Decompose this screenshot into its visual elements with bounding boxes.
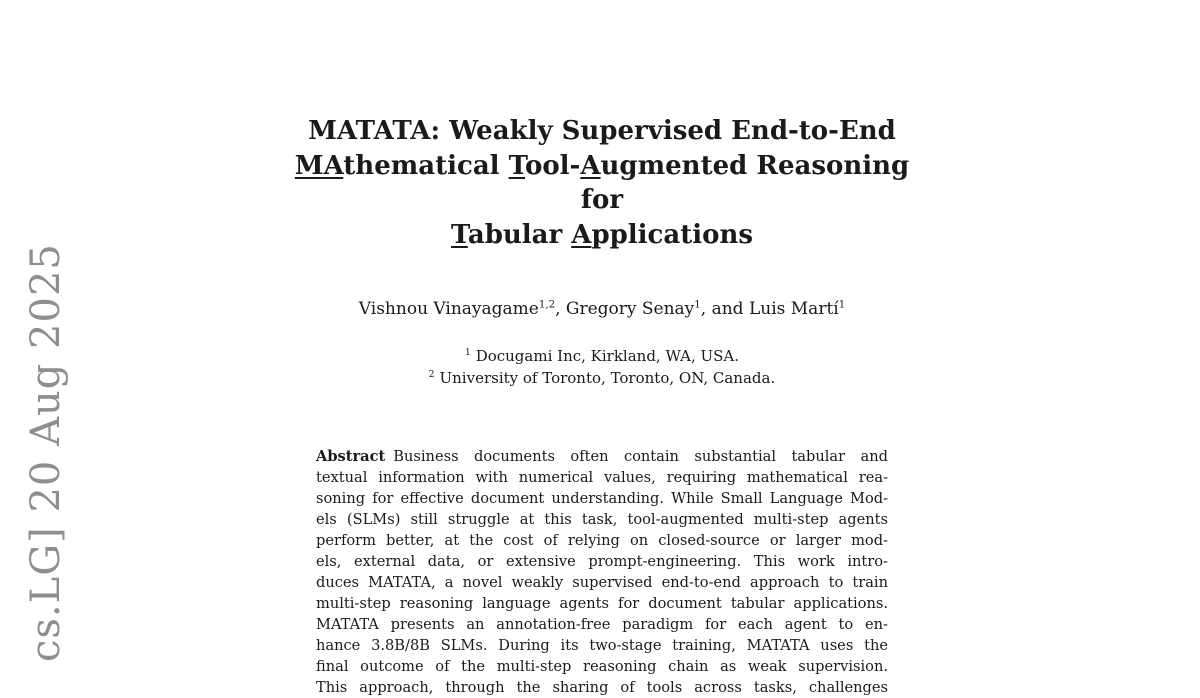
abstract-line: final outcome of the multi-step reasoning chain as weak supervision. xyxy=(316,658,888,675)
abstract-partial-line: This approach, through the sharing of tools across tasks, challenges xyxy=(316,679,888,696)
title-line-1-text: MATATA: Weakly Supervised End-to-End xyxy=(308,116,896,146)
abstract-line: soning for effective document understanding. While Small Language Mod- xyxy=(316,490,888,507)
title-underlined-T: T xyxy=(508,150,525,181)
arxiv-stamp: cs.LG] 20 Aug 2025 xyxy=(23,243,69,662)
abstract-line-first xyxy=(316,446,888,467)
title-underlined-A2: A xyxy=(571,219,592,250)
abstract-line: perform better, at the cost of relying on closed-source or larger mod- xyxy=(316,532,888,549)
affiliations-block xyxy=(270,345,934,389)
abstract-block xyxy=(316,446,888,698)
abstract-line: MATATA presents an annotation-free paradigm for each agent to en- xyxy=(316,616,888,633)
title-line-2-text-a: thematical xyxy=(343,150,509,181)
author-superscript-2: 1 xyxy=(694,299,701,311)
abstract-line: hance 3.8B/8B SLMs. During its two-stage training, MATATA uses the xyxy=(316,637,888,654)
abstract-line: duces MATATA, a novel weakly supervised end-to-end approach to train xyxy=(316,574,888,591)
affiliation-line-2 xyxy=(270,367,934,389)
author-name-2: Gregory Senay xyxy=(565,299,695,319)
title-line-3-text-a: abular xyxy=(467,219,572,250)
abstract-label: Abstract xyxy=(316,448,386,465)
author-superscript-1: 1,2 xyxy=(538,299,556,311)
affiliation-superscript-1: 1 xyxy=(464,348,471,358)
abstract-line: els (SLMs) still struggle at this task, tool-augmented multi-step agents xyxy=(316,511,888,528)
title-line-2-text-c: ugmented Reasoning for xyxy=(580,150,910,215)
title-underlined-A: A xyxy=(580,150,601,181)
affiliation-superscript-2: 2 xyxy=(428,370,435,380)
paper-title xyxy=(270,114,934,252)
title-underlined-MA: MA xyxy=(294,150,344,181)
title-line-1 xyxy=(270,114,934,149)
paper-content-column xyxy=(270,0,934,698)
title-line-3-text-b: pplications xyxy=(591,219,753,250)
abstract-line: textual information with numerical values, requiring mathematical rea- xyxy=(316,469,888,486)
author-name-3: Luis Martí xyxy=(748,299,839,319)
title-line-3 xyxy=(270,218,934,253)
title-line-2 xyxy=(270,149,934,218)
title-underlined-T2: T xyxy=(450,219,468,250)
authors-line xyxy=(270,297,934,321)
author-superscript-3: 1 xyxy=(838,299,846,311)
abstract-first-line-text: Business documents often contain substantial tabular and xyxy=(393,448,888,465)
author-separator-1: , xyxy=(555,299,566,319)
author-separator-2: , and xyxy=(700,299,749,319)
affiliation-text-1: Docugami Inc, Kirkland, WA, USA. xyxy=(475,347,740,365)
affiliation-line-1 xyxy=(270,345,934,367)
abstract-line: multi-step reasoning language agents for document tabular applications. xyxy=(316,595,888,612)
title-line-2-text-b: ool- xyxy=(524,150,581,181)
affiliation-text-2: University of Toronto, Toronto, ON, Canada. xyxy=(439,369,776,387)
author-name-1: Vishnou Vinayagame xyxy=(358,299,539,319)
abstract-line: els, external data, or extensive prompt-engineering. This work intro- xyxy=(316,553,888,570)
